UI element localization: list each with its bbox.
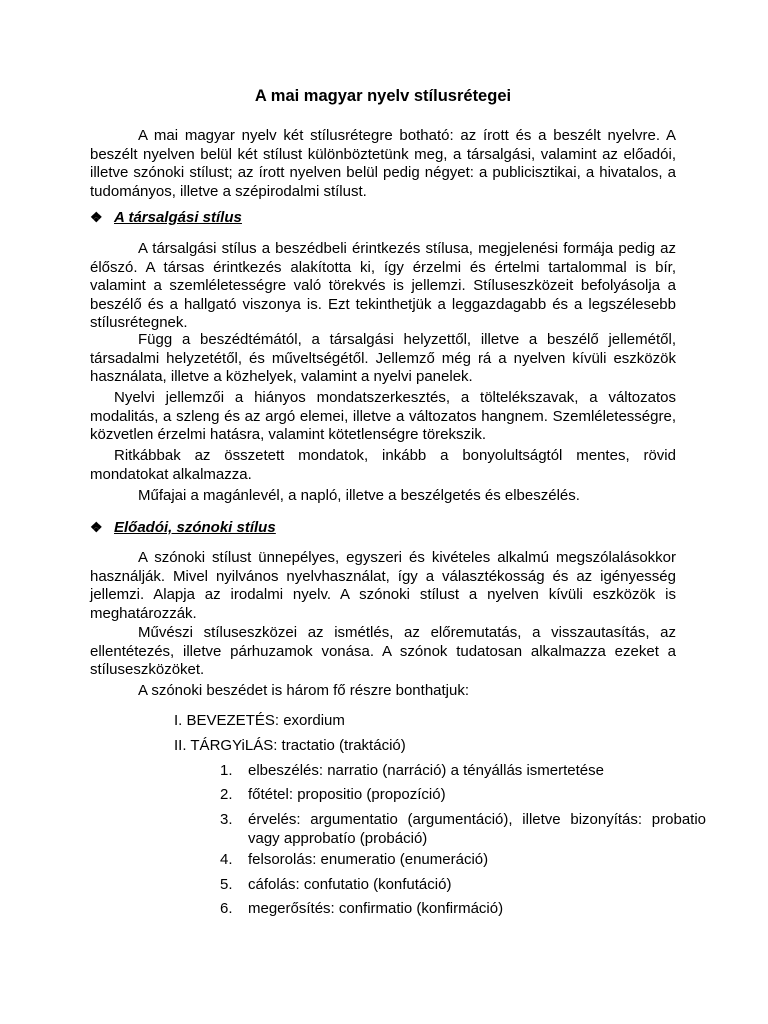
list-item-text: érvelés: argumentatio (argumentáció), illetve bizonyítás: probatio vagy approbatío (probáció) xyxy=(248,811,706,847)
tarsalgasi-paragraph-1: A társalgási stílus a beszédbeli érintkezés stílusa, megjelenési formája pedig az élőszó. A társas érintkezés alakította ki, így érzelmi és értelmi tartalommal is bír, valamint a szemléletességre való törekvés is jellemzi. Stíluseszközeit befolyásolja a beszélő és a hallgató viszonya is. Ezt tekinthetjük a leggazdagabb és a legszélesebb stílusrétegnek. xyxy=(90,240,676,331)
szonoki-paragraph-1: A szónoki stílust ünnepélyes, egyszeri és kivételes alkalmú megszólalásokkor használják. Mivel nyilvános nyelvhasználat, így a választékosság és az igényesség jellemzi. Alapja az irodalmi nyelv. A szónoki stílust a nyelven kívüli eszközök is meghatározzák. xyxy=(90,549,676,622)
list-item-number: 2. xyxy=(220,786,233,803)
section-heading-szonoki xyxy=(90,518,276,537)
szonoki-paragraph-2: Művészi stíluseszközei az ismétlés, az előremutatás, a visszautasítás, az ellentétezés, illetve párhuzamok vonása. A szónok tudatosan alkalmazza ezeket a stíluseszközöket. xyxy=(90,624,676,678)
section-heading-tarsalgasi xyxy=(90,208,242,227)
list-item-number: 3. xyxy=(220,811,233,828)
list-item-text: elbeszélés: narratio (narráció) a tényállás ismertetése xyxy=(248,762,604,779)
szonoki-paragraph-3: A szónoki beszédet is három fő részre bonthatjuk: xyxy=(138,682,470,699)
document-title: A mai magyar nyelv stílusrétegei xyxy=(254,87,512,105)
list-item-number: 1. xyxy=(220,762,233,779)
speech-part-2: II. TÁRGYiLÁS: tractatio (traktáció) xyxy=(174,737,406,754)
section-heading-text: A társalgási stílus xyxy=(114,209,242,226)
list-item-number: 6. xyxy=(220,900,233,917)
diamond-bullet-icon: ❖ xyxy=(90,209,103,225)
list-item-number: 4. xyxy=(220,851,233,868)
tarsalgasi-paragraph-3: Nyelvi jellemzői a hiányos mondatszerkesztés, a töltelékszavak, a változatos modalitás, a szleng és az argó elemei, illetve a változatos hangnem. Szemléletességre, közvetlen érzelmi hatásra, valamint kötetlenségre törekszik. xyxy=(90,389,676,443)
list-item-text: felsorolás: enumeratio (enumeráció) xyxy=(248,851,489,868)
list-item-text: megerősítés: confirmatio (konfirmáció) xyxy=(248,900,504,917)
tarsalgasi-paragraph-5: Műfajai a magánlevél, a napló, illetve a beszélgetés és elbeszélés. xyxy=(138,487,580,504)
section-heading-text: Előadói, szónoki stílus xyxy=(114,519,276,536)
speech-part-1: I. BEVEZETÉS: exordium xyxy=(174,712,345,729)
diamond-bullet-icon: ❖ xyxy=(90,519,103,535)
tarsalgasi-paragraph-4: Ritkábbak az összetett mondatok, inkább a bonyolultságtól mentes, rövid mondatokat alkalmazza. xyxy=(90,447,676,483)
list-item-text: főtétel: propositio (propozíció) xyxy=(248,786,446,803)
tarsalgasi-paragraph-2: Függ a beszédtémától, a társalgási helyzettől, illetve a beszélő jellemétől, társadalmi helyzetétől, és műveltségétől. Jellemző még rá a nyelven kívüli eszközök használata, illetve a közhelyek, valamint a nyelvi panelek. xyxy=(90,331,676,385)
intro-paragraph: A mai magyar nyelv két stílusrétegre botható: az írott és a beszélt nyelvre. A beszélt nyelven belül két stílust különböztetünk meg, a társalgási, valamint az előadói, illetve szónoki stílust; az írott nyelven belül pedig négyet: a publicisztikai, a hivatalos, a tudományos, illetve a szépirodalmi stílust. xyxy=(90,127,676,200)
list-item-text: cáfolás: confutatio (konfutáció) xyxy=(248,876,452,893)
list-item-number: 5. xyxy=(220,876,233,893)
